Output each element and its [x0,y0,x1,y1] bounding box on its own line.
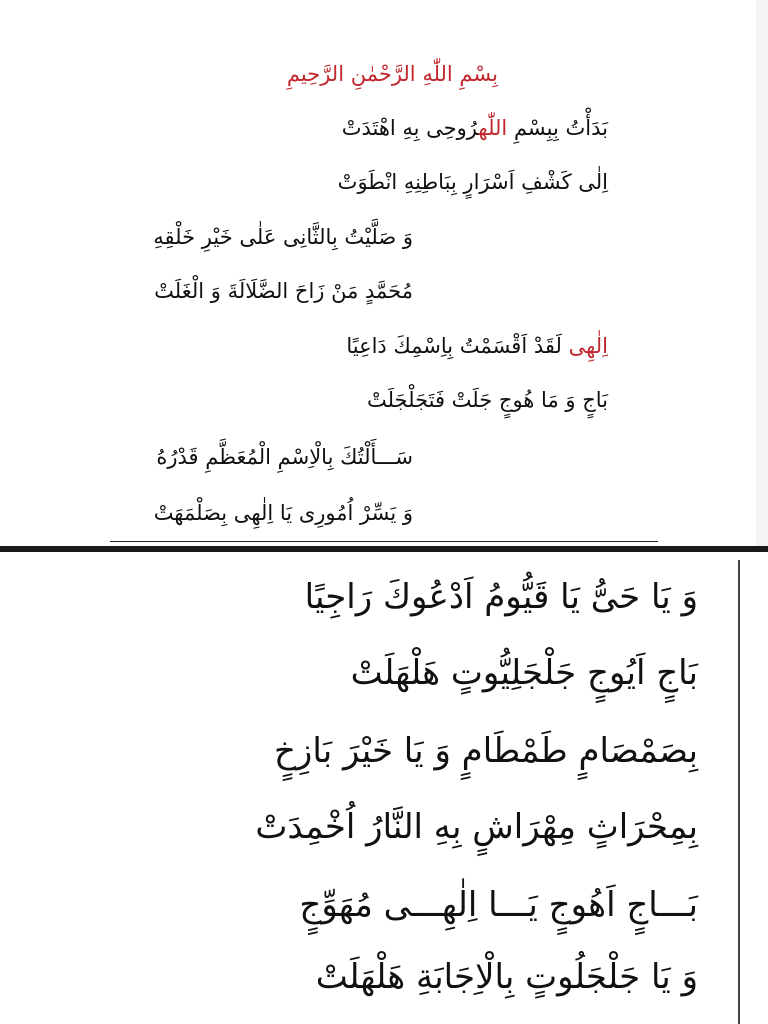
poem-line-1 [342,118,608,139]
verse-line-1: وَ یَا حَیُّ یَا قَیُّومُ اَدْعُوكَ رَاجِيًا [304,577,698,617]
poem-line-5-divine-name: اِلٰهِی [568,334,608,358]
verse-line-3: بِصَمْصَامٍ طَمْطَامٍ وَ یَا خَیْرَ بَازِخٍ [273,731,698,771]
poem-line-7: سَـــأَلْتُكَ بِالْاِسْمِ الْمُعَظَّمِ قَدْرُهُ [156,445,413,469]
poem-line-2: اِلٰی کَشْفِ اَسْرَارٍ بِبَاطِنِهِ انْطَوَتْ [337,170,608,194]
poem-line-1-start: بَدَأْتُ بِبِسْمِ [507,116,608,140]
poem-line-8: وَ یَسِّرْ اُمُورِی یَا اِلٰهِی بِصَلْمَهَتْ [153,501,413,525]
poem-line-6: بَاجٍ وَ مَا هُوجٍ جَلَتْ فَتَجَلْجَلَتْ [366,388,608,412]
poem-line-5 [346,336,608,357]
poem-line-1-end: رُوحِی بِهِ اهْتَدَتْ [341,116,479,140]
verse-line-6: وَ یَا جَلْجَلُوتٍ بِالْاِجَابَةِ هَلْهَلَتْ [315,957,698,997]
bottom-scan-panel [0,552,768,1024]
poem-line-5-end: لَقَدْ اَقْسَمْتُ بِاِسْمِكَ دَاعِيًا [346,334,569,358]
basmala-heading: بِسْمِ اللّٰهِ الرَّحْمٰنِ الرَّحِيمِ [286,62,498,86]
vertical-margin-rule [738,560,740,1024]
verse-line-2: بَاجٍ اَیُوجٍ جَلْجَلِیُّوتٍ هَلْهَلَتْ [350,653,698,693]
page-edge-shade [756,0,768,546]
verse-line-4: بِمِحْرَاثٍ مِهْرَاشٍ بِهِ النَّارُ اُخْمِدَتْ [255,807,698,847]
poem-line-3: وَ صَلَّیْتُ بِالثَّانِی عَلٰی خَیْرِ خَلْقِهِ [153,225,413,249]
poem-line-4: مُحَمَّدٍ مَنْ زَاحَ الضَّلَالَةَ وَ الْغَلَتْ [154,279,413,303]
poem-line-1-divine-name: اللّٰه [478,116,508,140]
thin-divider [110,541,658,542]
verse-line-5: بَـــاجٍ اَهُوجٍ يَـــا اِلٰهِـــی مُهَوِّجٍ [299,885,698,925]
